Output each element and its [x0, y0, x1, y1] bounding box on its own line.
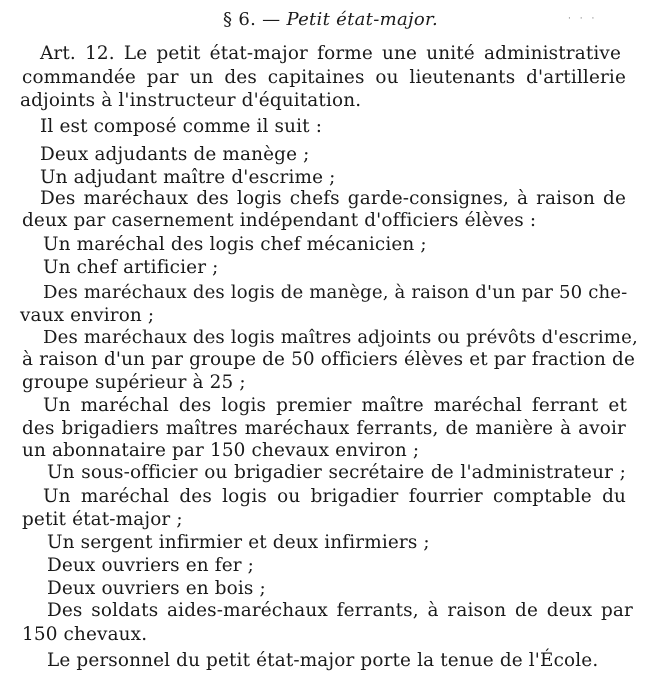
text-line: à raison d'un par groupe de 50 officiers élèves et par fraction de [22, 349, 635, 370]
text-line: adjoints à l'instructeur d'équitation. [20, 90, 362, 111]
text-line: Des maréchaux des logis de manège, à raison d'un par 50 che- [43, 282, 628, 303]
text-line: Le personnel du petit état-major porte la tenue de l'École. [47, 650, 599, 671]
text-line: Un adjudant maître d'escrime ; [40, 167, 336, 188]
text-line: petit état-major ; [22, 509, 183, 530]
text-line: des brigadiers maîtres maréchaux ferrants, de manière à avoir [22, 418, 626, 439]
text-line: Deux ouvriers en fer ; [47, 555, 255, 576]
text-line: vaux environ ; [20, 305, 155, 326]
text-line: groupe supérieur à 25 ; [22, 372, 246, 393]
text-line: Deux adjudants de manège ; [40, 144, 310, 165]
text-line: Des soldats aides-maréchaux ferrants, à raison de deux par [47, 600, 633, 621]
text-line: Des maréchaux des logis chefs garde-consignes, à raison de [40, 188, 626, 209]
scan-specks: · · · [568, 14, 598, 24]
text-line: 150 chevaux. [22, 624, 148, 645]
section-heading [0, 9, 661, 30]
text-line: Un maréchal des logis chef mécanicien ; [43, 234, 427, 255]
text-line: Des maréchaux des logis maîtres adjoints ou prévôts d'escrime, [43, 327, 638, 348]
text-line: Un chef artificier ; [43, 257, 219, 278]
text-line: Un maréchal des logis premier maître maréchal ferrant et [43, 395, 627, 416]
text-line: commandée par un des capitaines ou lieutenants d'artillerie [22, 67, 626, 88]
text-line: Deux ouvriers en bois ; [47, 578, 266, 599]
text-line: un abonnataire par 150 chevaux environ ; [22, 440, 420, 461]
text-line: Un sous-officier ou brigadier secrétaire de l'administrateur ; [47, 462, 626, 483]
text-line: Il est composé comme il suit : [40, 116, 323, 137]
section-title: Petit état-major. [286, 9, 438, 30]
text-line: Art. 12. Le petit état-major forme une unité administrative [40, 43, 621, 64]
text-line: deux par casernement indépendant d'officiers élèves : [22, 210, 537, 231]
section-number: § 6. — [223, 9, 281, 30]
text-line: Un sergent infirmier et deux infirmiers ; [47, 532, 430, 553]
text-line: Un maréchal des logis ou brigadier fourrier comptable du [43, 486, 626, 507]
